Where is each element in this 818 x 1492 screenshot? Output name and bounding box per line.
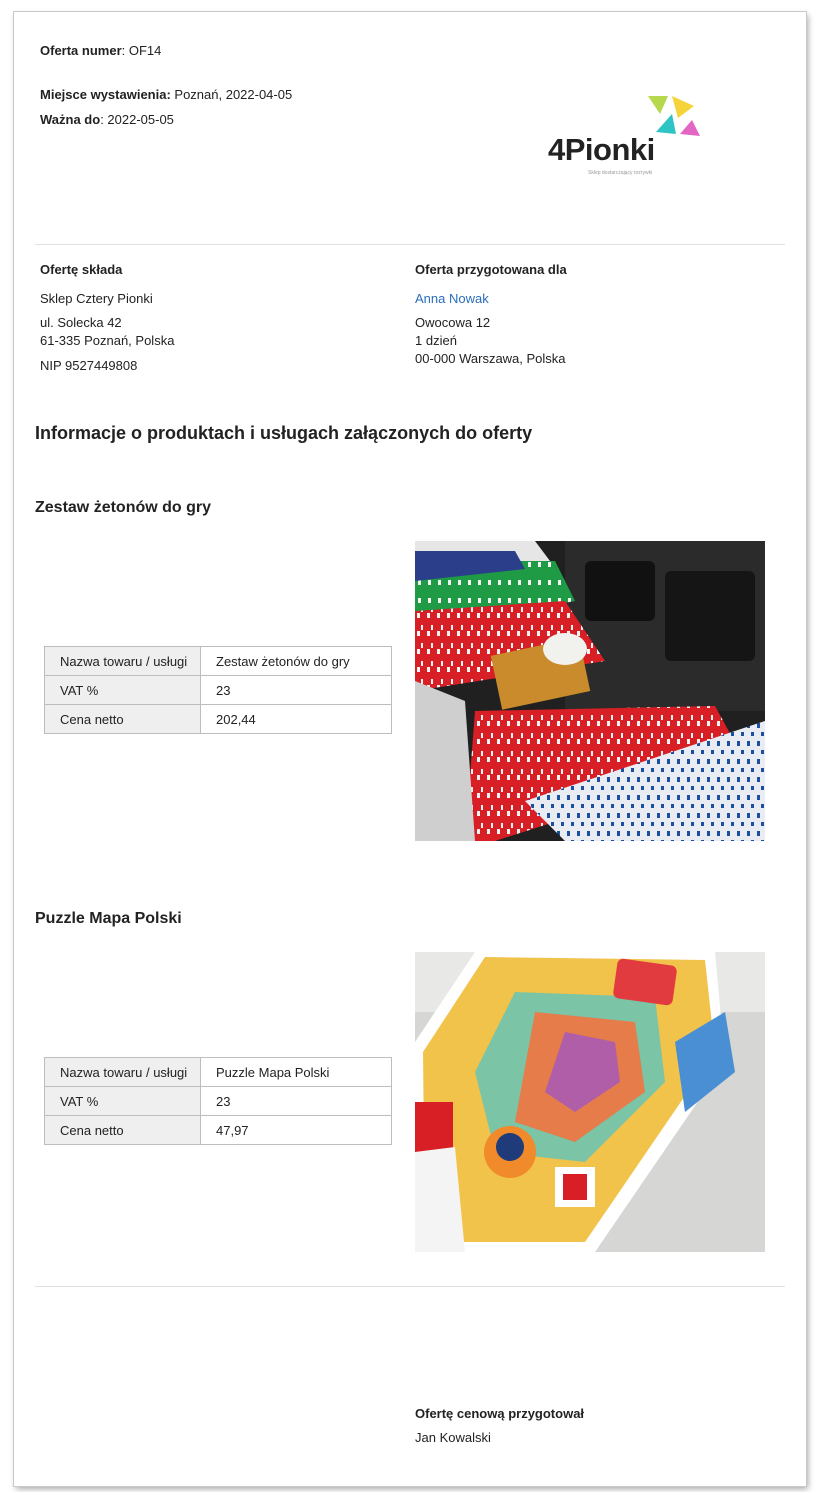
table-value: Puzzle Mapa Polski bbox=[201, 1058, 392, 1087]
recipient-city: 00-000 Warszawa, Polska bbox=[415, 351, 566, 366]
valid-until: Ważna do: 2022-05-05 bbox=[40, 112, 174, 127]
table-row bbox=[45, 1116, 392, 1145]
divider bbox=[35, 1286, 785, 1287]
table-value: 23 bbox=[201, 676, 392, 705]
table-row bbox=[45, 1058, 392, 1087]
recipient-heading: Oferta przygotowana dla bbox=[415, 262, 567, 277]
table-value: Zestaw żetonów do gry bbox=[201, 647, 392, 676]
table-row bbox=[45, 705, 392, 734]
issue-place-date: Miejsce wystawienia: Poznań, 2022-04-05 bbox=[40, 87, 293, 102]
seller-nip: NIP 9527449808 bbox=[40, 358, 138, 373]
poker-chips-photo bbox=[415, 541, 765, 841]
table-row bbox=[45, 1087, 392, 1116]
company-logo: 4Pionki Sklep dostarczający rozrywki bbox=[548, 94, 708, 184]
prepared-by-name: Jan Kowalski bbox=[415, 1430, 491, 1445]
offer-number: Oferta numer: OF14 bbox=[40, 43, 162, 58]
table-key: Nazwa towaru / usługi bbox=[45, 1058, 201, 1087]
table-key: Cena netto bbox=[45, 1116, 201, 1145]
products-section-title: Informacje o produktach i usługach załączonych do oferty bbox=[35, 423, 533, 443]
table-row bbox=[45, 647, 392, 676]
table-value: 47,97 bbox=[201, 1116, 392, 1145]
product-table bbox=[44, 1057, 392, 1145]
puzzle-box-photo bbox=[415, 952, 765, 1252]
seller-heading: Ofertę składa bbox=[40, 262, 123, 277]
table-key: Nazwa towaru / usługi bbox=[45, 647, 201, 676]
divider bbox=[35, 244, 785, 245]
table-key: VAT % bbox=[45, 1087, 201, 1116]
table-value: 23 bbox=[201, 1087, 392, 1116]
table-key: VAT % bbox=[45, 676, 201, 705]
seller-name: Sklep Cztery Pionki bbox=[40, 291, 153, 306]
prepared-by-label: Ofertę cenową przygotował bbox=[415, 1406, 585, 1421]
recipient-name-link[interactable]: Anna Nowak bbox=[415, 291, 489, 306]
product-title: Zestaw żetonów do gry bbox=[35, 499, 212, 516]
table-key: Cena netto bbox=[45, 705, 201, 734]
table-row bbox=[45, 676, 392, 705]
offer-document bbox=[14, 12, 806, 1486]
seller-city: 61-335 Poznań, Polska bbox=[40, 333, 175, 348]
product-table bbox=[44, 646, 392, 734]
table-value: 202,44 bbox=[201, 705, 392, 734]
product-title: Puzzle Mapa Polski bbox=[35, 910, 182, 927]
seller-street: ul. Solecka 42 bbox=[40, 315, 122, 330]
recipient-extra: 1 dzień bbox=[415, 333, 457, 348]
recipient-street: Owocowa 12 bbox=[415, 315, 491, 330]
